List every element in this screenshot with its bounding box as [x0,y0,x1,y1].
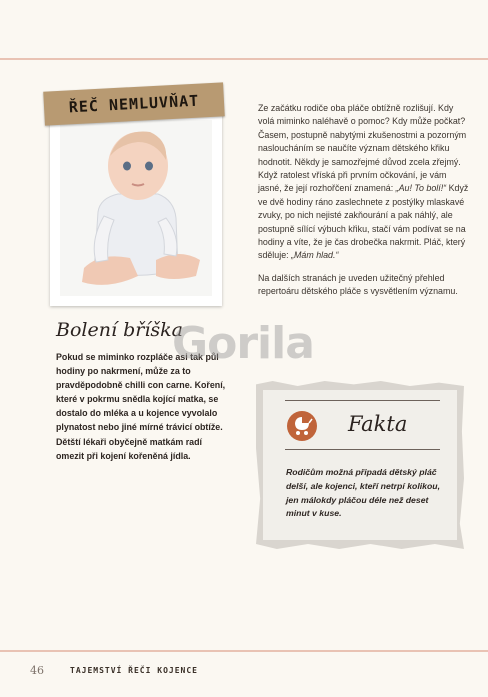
baby-illustration [60,120,212,296]
fakta-text: Rodičům možná připadá dětský pláč delší, ale kojenci, kteří netrpí kolikou, jen málokdy pláčou déle než deset minut v kuse. [286,467,441,519]
intro-text-b: Když ve dvě hodiny ráno zaslechnete z postýlky mlaskavé zvuky, po nich nejisté zakňourání a pak náhlý, ale postupně sílící výbuch křiku, stačí vám podívat se na hodiny a víte, že je čas drobečka nakrmit. Pláč, který sděluje: [258,183,469,261]
fakta-divider-top [285,400,440,401]
pram-icon [287,411,317,441]
fakta-divider-bottom [285,449,440,450]
intro-quote-pain: „Au! To bolí!“ [395,183,447,194]
top-divider [0,58,488,60]
intro-text-a: Ze začátku rodiče oba pláče obtížně rozlišují. Kdy volá miminko naléhavě o pomoc? Kdy může počkat? Časem, postupně nabytými zkušenostmi a pozorným nasloucháním se naučíte význam dětského křiku hodnotit. Někdy je samozřejmé důvod zcela zřejmý. Když ratolest vříská při prvním očkování, je vám jasné, že její rozhořčení znamená: [258,103,467,194]
intro-quote-hunger: „Mám hlad.“ [291,250,339,261]
fakta-title: Fakta [348,412,408,436]
colic-body: Pokud se miminko rozpláče asi tak půl hodiny po nakrmení, může za to pravděpodobně chilli con carne. Koření, které v pokrmu snědla kojící matka, se dostalo do mléka a u kojence vyvolalo plynatost nebo jiné mírné trávicí obtíže. Dětští lékaři obyčejně matkám radí omezit při kojení kořeněná jídla. [56,352,226,461]
colic-heading: Bolení bříška [56,319,183,341]
page-number: 46 [30,664,44,677]
intro-paragraph-2: Na dalších stranách je uveden užitečný přehled repertoáru dětského pláče s vysvětlením významu. [258,273,458,297]
section-label: ŘEČ NEMLUVŇAT [68,91,200,117]
running-title: TAJEMSTVÍ ŘEČI KOJENCE [70,666,198,675]
intro-paragraph [258,102,470,263]
watermark: Gorila [172,318,314,369]
baby-photo [50,110,222,306]
bottom-divider [0,650,488,652]
